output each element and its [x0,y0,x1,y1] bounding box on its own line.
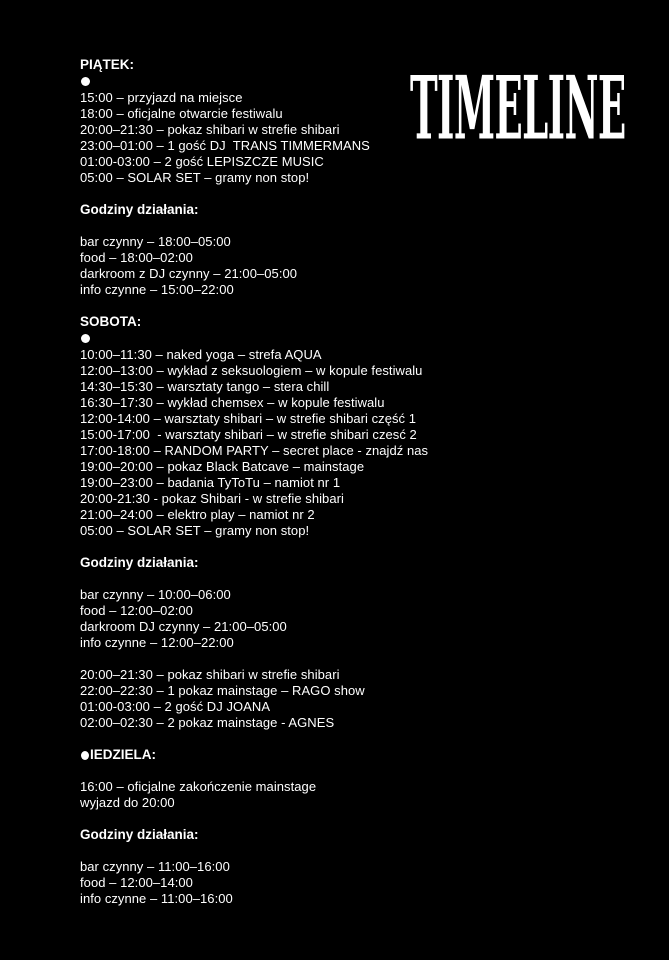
sunday-hours-heading: Godziny działania: [80,827,199,842]
list-item: 17:00-18:00 – RANDOM PARTY – secret place - znajdź nas [80,443,429,458]
list-item: 19:00–20:00 – pokaz Black Batcave – mainstage [80,459,365,474]
friday-events [80,90,480,186]
friday-heading: PIĄTEK: [80,57,134,72]
list-item: bar czynny – 11:00–16:00 [80,859,230,874]
list-item: 14:30–15:30 – warsztaty tango – stera chill [80,379,330,394]
list-item: 21:00–24:00 – elektro play – namiot nr 2 [80,507,315,522]
saturday-hours [80,587,480,651]
list-item: info czynne – 15:00–22:00 [80,282,234,297]
bullet-icon [81,751,89,760]
list-item: 15:00 – przyjazd na miejsce [80,90,243,105]
friday-section [80,57,480,298]
list-item: darkroom z DJ czynny – 21:00–05:00 [80,266,298,281]
friday-hours [80,234,480,298]
sunday-heading-label: IEDZIELA: [90,747,156,762]
sunday-hours [80,859,480,907]
list-item: 01:00-03:00 – 2 gość DJ JOANA [80,699,271,714]
sunday-heading [80,747,480,763]
saturday-section [80,314,480,731]
list-item: bar czynny – 18:00–05:00 [80,234,231,249]
sunday-section [80,747,480,907]
list-item: 20:00–21:30 – pokaz shibari w strefie shibari [80,667,340,682]
list-item: food – 12:00–02:00 [80,603,193,618]
list-item: 18:00 – oficjalne otwarcie festiwalu [80,106,283,121]
list-item: wyjazd do 20:00 [80,795,175,810]
list-item: bar czynny – 10:00–06:00 [80,587,231,602]
list-item: food – 12:00–14:00 [80,875,193,890]
list-item: 15:00-17:00 - warsztaty shibari – w strefie shibari czesć 2 [80,427,417,442]
list-item: 12:00–13:00 – wykład z seksuologiem – w kopule festiwalu [80,363,423,378]
saturday-events [80,347,480,539]
schedule [80,57,480,907]
list-item: 16:30–17:30 – wykład chemsex – w kopule festiwalu [80,395,385,410]
list-item: 02:00–02:30 – 2 pokaz mainstage - AGNES [80,715,335,730]
list-item: 20:00–21:30 – pokaz shibari w strefie shibari [80,122,340,137]
list-item: 20:00-21:30 - pokaz Shibari - w strefie shibari [80,491,344,506]
list-item: 19:00–23:00 – badania TyToTu – namiot nr 1 [80,475,341,490]
bullet-icon [81,77,90,86]
list-item: 23:00–01:00 – 1 gość DJ TRANS TIMMERMANS [80,138,370,153]
saturday-heading: SOBOTA: [80,314,142,329]
list-item: 10:00–11:30 – naked yoga – strefa AQUA [80,347,322,362]
saturday-evening [80,667,480,731]
friday-hours-heading: Godziny działania: [80,202,199,217]
list-item: 22:00–22:30 – 1 pokaz mainstage – RAGO show [80,683,365,698]
list-item: info czynne – 11:00–16:00 [80,891,233,906]
list-item: darkroom DJ czynny – 21:00–05:00 [80,619,287,634]
bullet-icon [81,334,90,343]
saturday-hours-heading: Godziny działania: [80,555,199,570]
list-item: 12:00-14:00 – warsztaty shibari – w strefie shibari część 1 [80,411,417,426]
page-title: TIMELINE [410,58,626,160]
list-item: 16:00 – oficjalne zakończenie mainstage [80,779,317,794]
list-item: info czynne – 12:00–22:00 [80,635,234,650]
list-item: food – 18:00–02:00 [80,250,193,265]
sunday-events [80,779,480,811]
list-item: 05:00 – SOLAR SET – gramy non stop! [80,523,310,538]
list-item: 01:00-03:00 – 2 gość LEPISZCZE MUSIC [80,154,324,169]
list-item: 05:00 – SOLAR SET – gramy non stop! [80,170,310,185]
